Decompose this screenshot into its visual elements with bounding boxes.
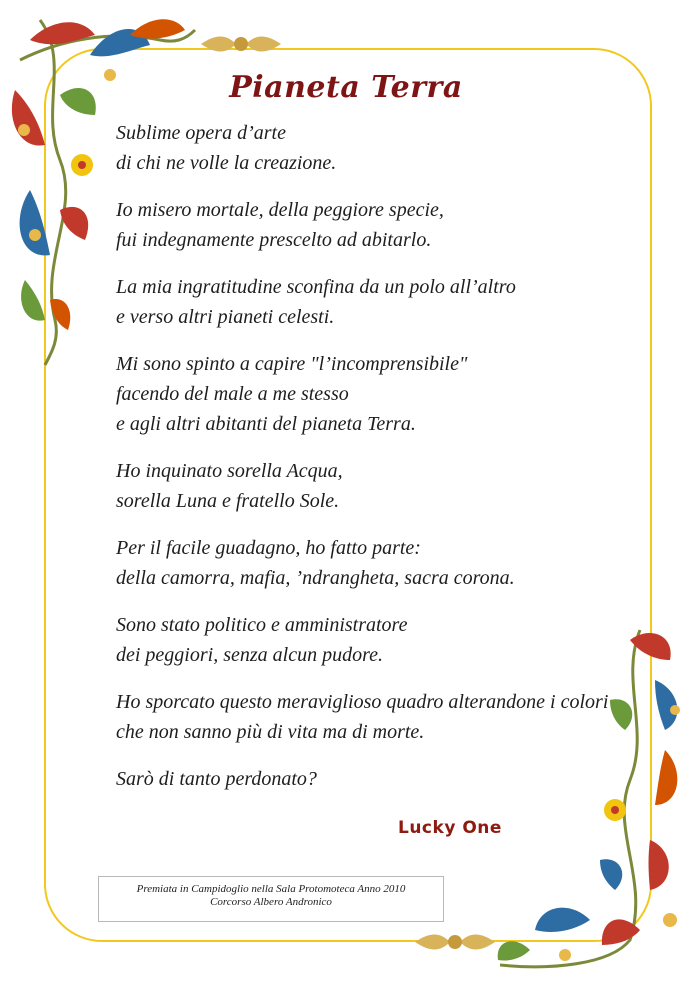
fleur-ornament-icon xyxy=(196,30,286,58)
poem-line: Ho inquinato sorella Acqua, xyxy=(116,460,343,482)
stanza xyxy=(116,118,636,178)
stanza xyxy=(116,195,636,255)
poem-line: Io misero mortale, della peggiore specie, xyxy=(116,199,444,221)
poem-line: Mi sono spinto a capire "l’incomprensibile" xyxy=(116,353,468,375)
poem-line: fui indegnamente prescelto ad abitarlo. xyxy=(116,229,432,251)
poem-line: Sono stato politico e amministratore xyxy=(116,614,408,636)
stanza xyxy=(116,456,636,516)
stanza xyxy=(116,687,636,747)
fleur-ornament-icon xyxy=(410,928,500,956)
poem-line: Per il facile guadagno, ho fatto parte: xyxy=(116,537,421,559)
stanza xyxy=(116,533,636,593)
poem-line: Sublime opera d’arte xyxy=(116,122,286,144)
award-line: Premiata in Campidoglio nella Sala Protomoteca Anno 2010 xyxy=(136,883,406,895)
poem-line: La mia ingratitudine sconfina da un polo all’altro xyxy=(116,276,516,298)
poem-line: facendo del male a me stesso xyxy=(116,383,349,405)
poem-line: Ho sporcato questo meraviglioso quadro alterandone i colori xyxy=(116,691,609,713)
poem-line: dei peggiori, senza alcun pudore. xyxy=(116,644,384,666)
poem-line: che non sanno più di vita ma di morte. xyxy=(116,721,425,743)
stanza xyxy=(116,610,636,670)
poem-line: e verso altri pianeti celesti. xyxy=(116,306,335,328)
poem-body xyxy=(116,118,636,811)
award-line: Corcorso Albero Andronico xyxy=(210,896,332,908)
stanza xyxy=(116,349,636,439)
poem-line: della camorra, mafia, ’ndrangheta, sacra corona. xyxy=(116,567,515,589)
poem-title: Pianeta Terra xyxy=(229,70,463,105)
author-signature: Lucky One xyxy=(398,818,502,838)
stanza xyxy=(116,272,636,332)
stanza xyxy=(116,764,636,794)
award-box xyxy=(98,876,444,922)
poem-line: Sarò di tanto perdonato? xyxy=(116,768,317,790)
poem-line: sorella Luna e fratello Sole. xyxy=(116,490,340,512)
poem-line: di chi ne volle la creazione. xyxy=(116,152,337,174)
poem-line: e agli altri abitanti del pianeta Terra. xyxy=(116,413,416,435)
